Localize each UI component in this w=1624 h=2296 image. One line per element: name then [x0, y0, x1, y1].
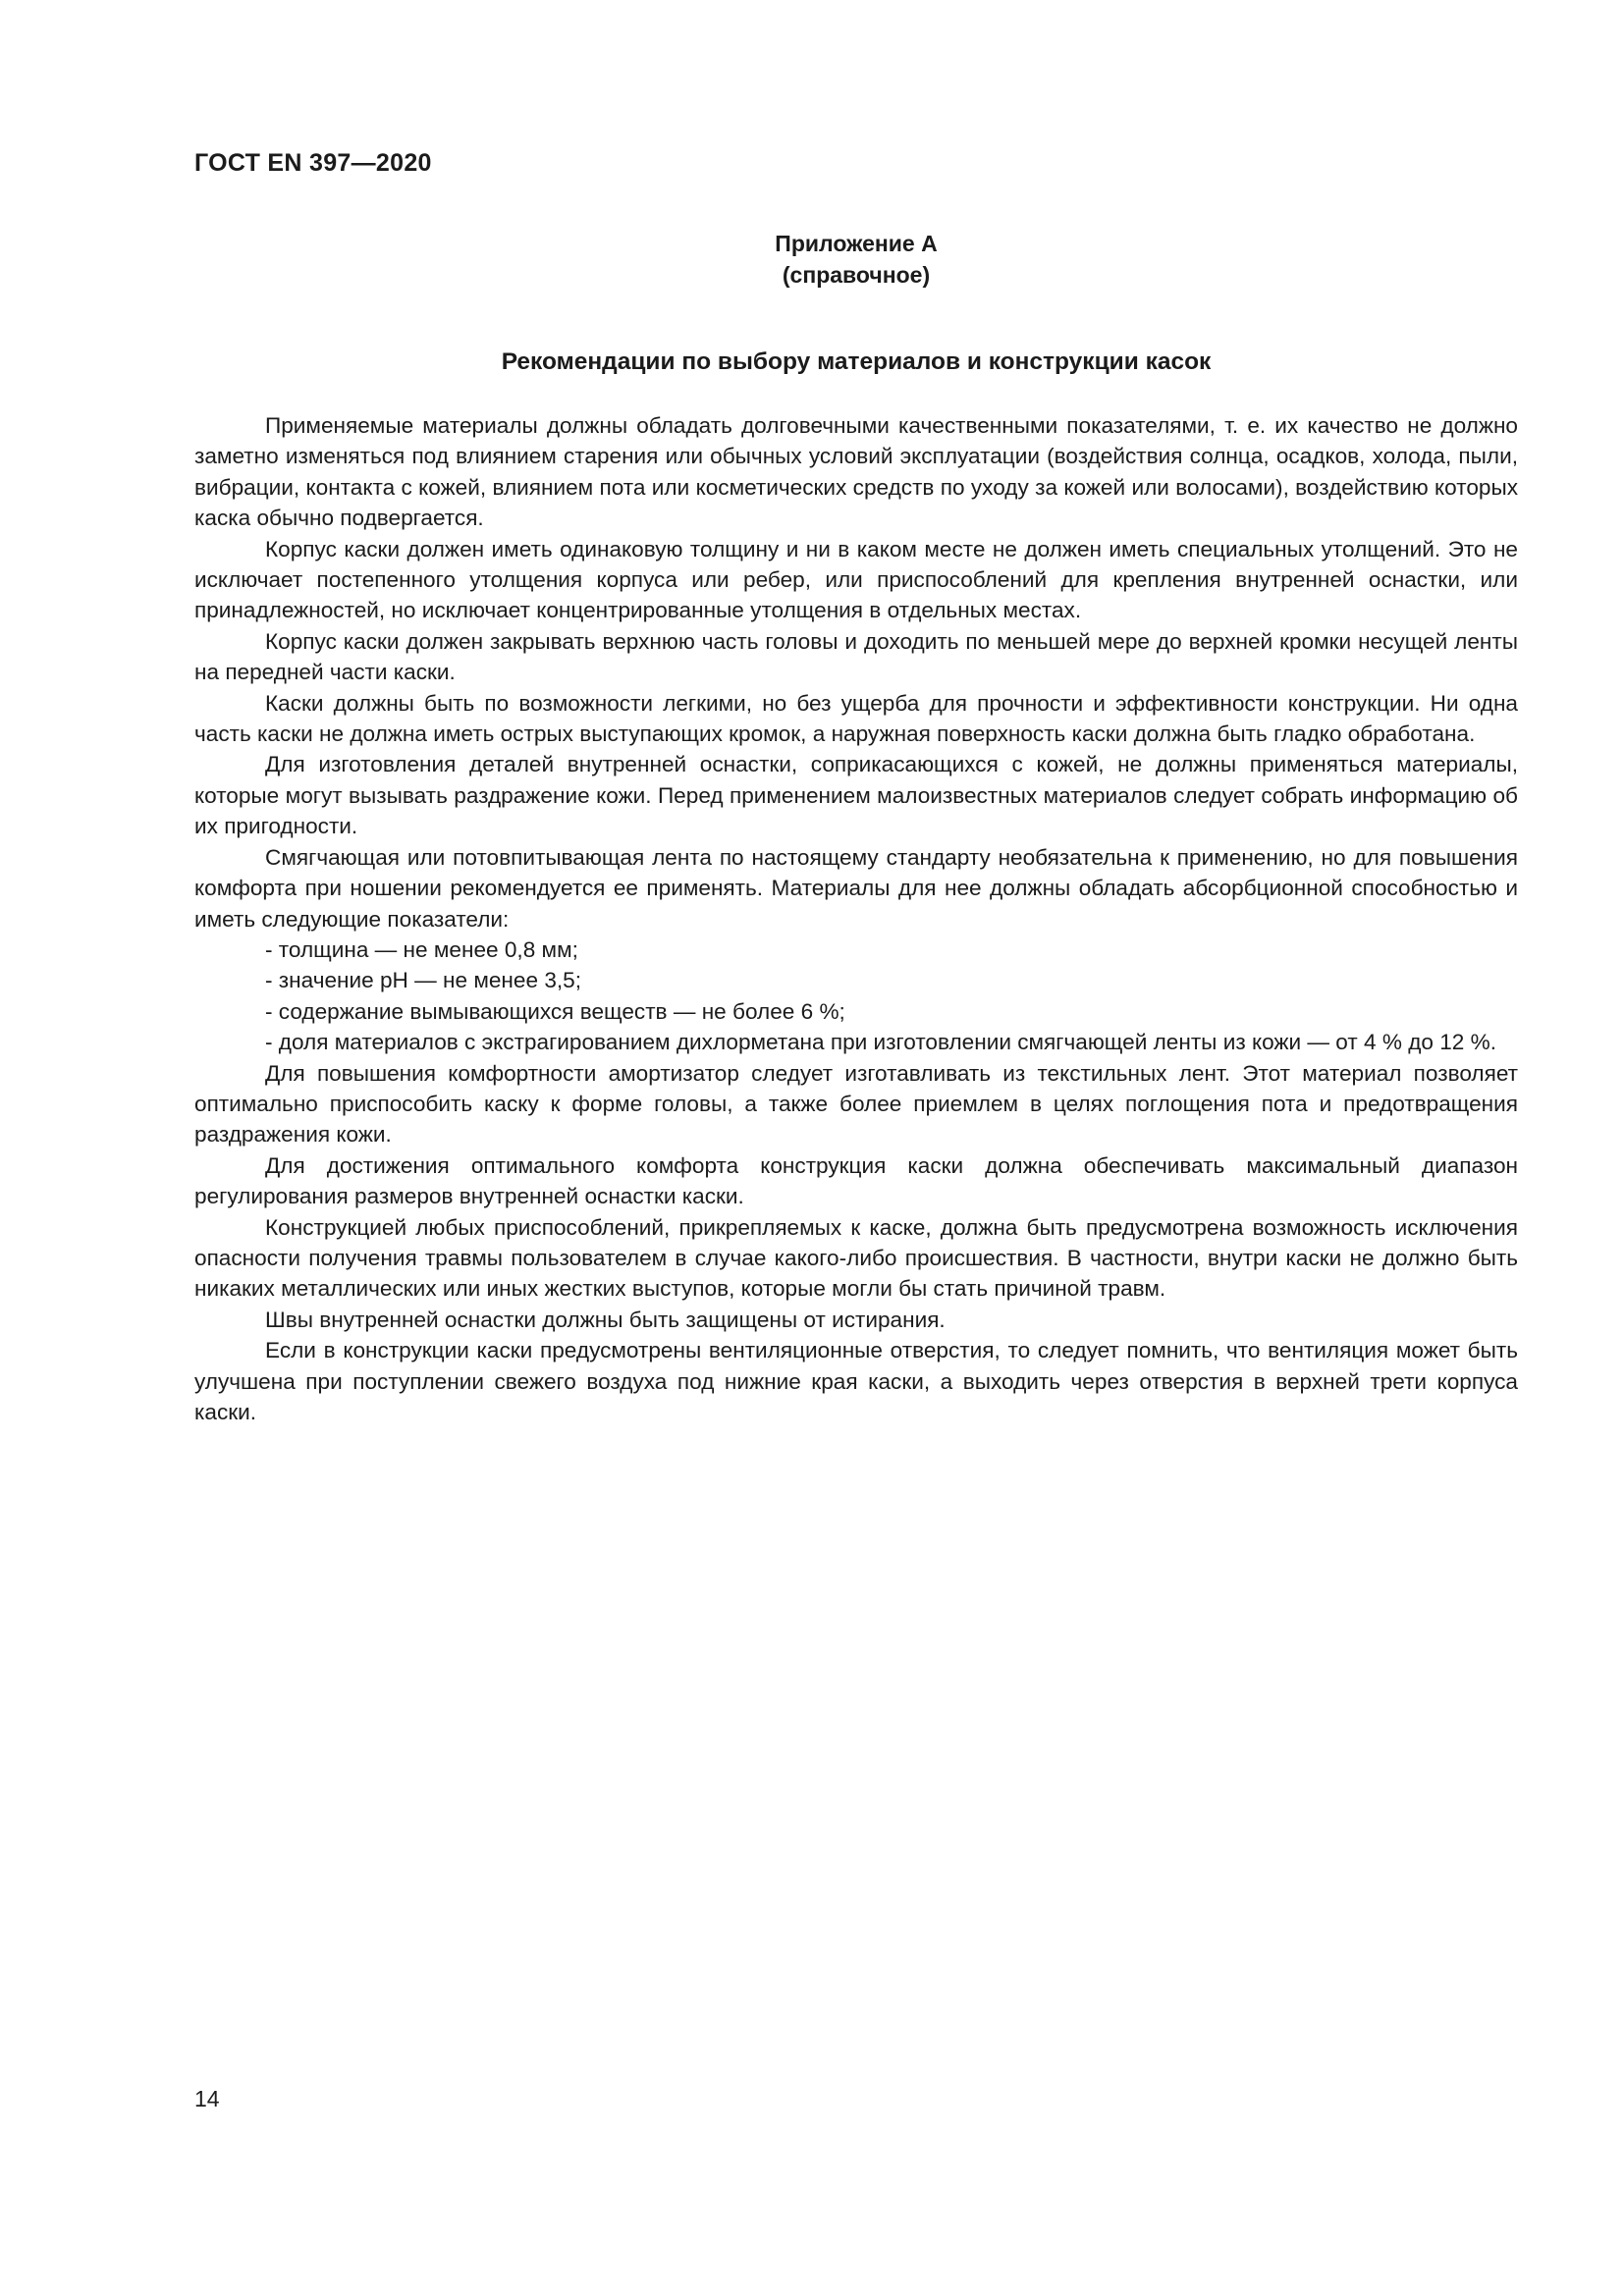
paragraph: Если в конструкции каски предусмотрены вентиляционные отверстия, то следует помнить, что вентиляция может быть улучшена при поступлении свежего воздуха под нижние края каски, а выходить через отверстия в верхней трети корпуса каски.: [194, 1338, 1518, 1424]
paragraph: Смягчающая или потовпитывающая лента по настоящему стандарту необязательна к применению, но для повышения комфорта при ношении рекомендуется ее применять. Материалы для нее должны обладать абсорбционной способностью и иметь следующие показатели:: [194, 844, 1518, 932]
page-number: 14: [194, 2086, 220, 2111]
paragraph: Корпус каски должен иметь одинаковую толщину и ни в каком месте не должен иметь специальных утолщений. Это не исключает постепенного утолщения корпуса или ребер, или приспособлений для крепления внутренней оснастки, или принадлежностей, но исключает концентрированные утолщения в отдельных местах.: [194, 536, 1518, 623]
body-text: [194, 410, 1518, 1427]
list-item: - значение pH — не менее 3,5;: [265, 968, 582, 993]
paragraph: Швы внутренней оснастки должны быть защищены от истирания.: [265, 1307, 946, 1332]
list-item: - толщина — не менее 0,8 мм;: [265, 936, 578, 962]
paragraph: Для повышения комфортности амортизатор следует изготавливать из текстильных лент. Этот материал позволяет оптимально приспособить каску к форме головы, а также более приемлем в целях поглощения пота и предотвращения раздражения кожи.: [194, 1060, 1518, 1148]
paragraph: Корпус каски должен закрывать верхнюю часть головы и доходить по меньшей мере до верхней кромки несущей ленты на передней части каски.: [194, 628, 1518, 685]
paragraph: Применяемые материалы должны обладать долговечными качественными показателями, т. е. их качество не должно заметно изменяться под влиянием старения или обычных условий эксплуатации (воздействия солнца, осадков, холода, пыли, вибрации, контакта с кожей, влиянием пота или косметических средств по уходу за кожей или волосами), воздействию которых каска обычно подвергается.: [194, 413, 1518, 531]
paragraph: Каски должны быть по возможности легкими, но без ущерба для прочности и эффективности конструкции. Ни одна часть каски не должна иметь острых выступающих кромок, а наружная поверхность каски должна быть гладко обработана.: [194, 690, 1518, 747]
list-item: - доля материалов с экстрагированием дихлорметана при изготовлении смягчающей ленты из кожи — от 4 % до 12 %.: [265, 1030, 1496, 1055]
document-code: ГОСТ EN 397—2020: [194, 149, 432, 177]
paragraph: Для достижения оптимального комфорта конструкция каски должна обеспечивать максимальный диапазон регулирования размеров внутренней оснастки каски.: [194, 1152, 1518, 1209]
section-title: Рекомендации по выбору материалов и конструкции касок: [501, 348, 1212, 375]
annex-heading: [194, 228, 1518, 291]
annex-type: (справочное): [782, 262, 931, 288]
list-item: - содержание вымывающихся веществ — не более 6 %;: [265, 998, 845, 1024]
paragraph: Конструкцией любых приспособлений, прикрепляемых к каске, должна быть предусмотрена возможность исключения опасности получения травмы пользователем в случае какого-либо происшествия. В частности, внутри каски не должно быть никаких металлических или иных жестких выступов, которые могли бы стать причиной травм.: [194, 1214, 1518, 1302]
annex-label: Приложение А: [775, 231, 938, 256]
paragraph: Для изготовления деталей внутренней оснастки, соприкасающихся с кожей, не должны применяться материалы, которые могут вызывать раздражение кожи. Перед применением малоизвестных материалов следует собрать информацию об их пригодности.: [194, 752, 1518, 839]
